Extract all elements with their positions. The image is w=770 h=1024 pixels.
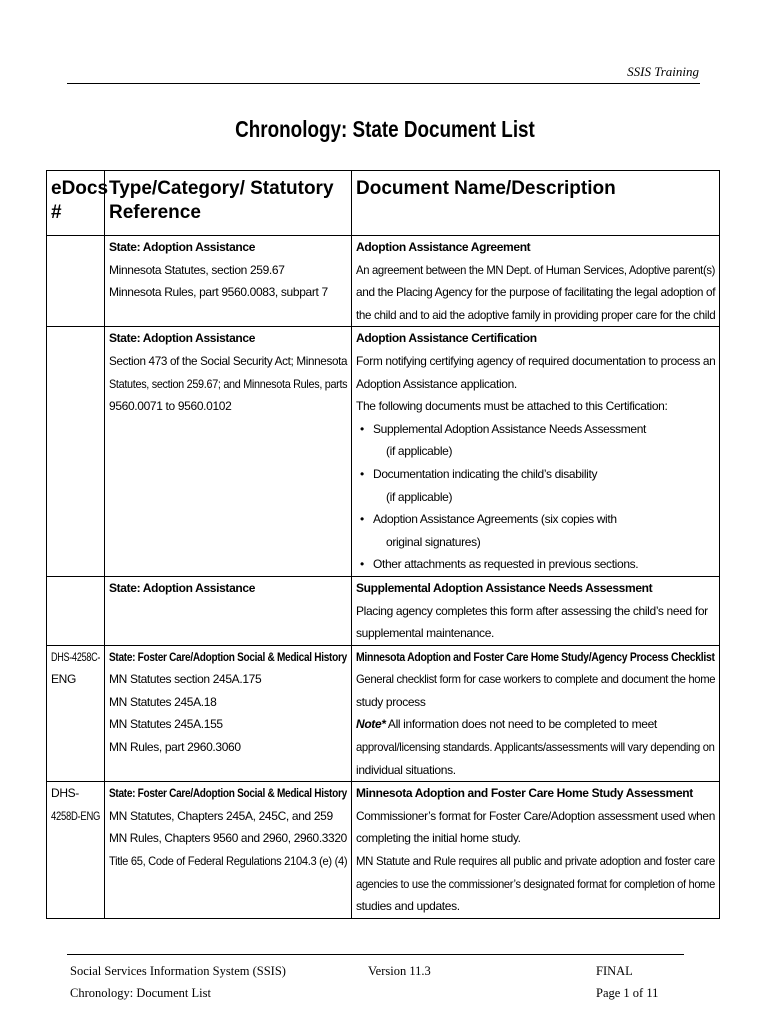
footer-version: Version 11.3	[368, 964, 431, 978]
description-cell	[352, 645, 720, 782]
type-cell	[105, 236, 352, 327]
cell-line: MN Statutes 245A.155	[109, 717, 223, 732]
cell-line: Adoption Assistance Certification	[356, 331, 537, 346]
type-cell	[105, 782, 352, 919]
document-table	[46, 170, 720, 919]
cell-line: completing the initial home study.	[356, 831, 521, 846]
cell-line: Adoption Assistance Agreement	[356, 240, 531, 254]
cell-line: Supplemental Adoption Assistance Needs Assessment	[356, 580, 653, 595]
type-cell	[105, 327, 352, 577]
footer-page: Page 1 of 11	[596, 986, 659, 1000]
bullet-item: • Documentation indicating the child’s disability	[356, 463, 715, 486]
cell-line: State: Adoption Assistance	[109, 331, 256, 346]
table-row	[47, 236, 720, 327]
footer-system: Social Services Information System (SSIS)	[70, 964, 286, 978]
cell-line: MN Statutes, Chapters 245A, 245C, and 259	[109, 808, 333, 823]
type-cell	[105, 645, 352, 782]
edocs-cell	[47, 327, 105, 577]
cell-line: and the Placing Agency for the purpose of facilitating the legal adoption of	[356, 285, 716, 300]
description-cell	[352, 782, 720, 919]
cell-line: MN Rules, part 2960.3060	[109, 740, 241, 755]
cell-line: An agreement between the MN Dept. of Human Services, Adoptive parent(s)	[356, 262, 716, 277]
cell-line: Minnesota Rules, part 9560.0083, subpart 7	[109, 285, 328, 300]
bullet-continuation: (if applicable)	[386, 489, 453, 504]
cell-line: 9560.0071 to 9560.0102	[109, 399, 232, 414]
cell-line: individual situations.	[356, 762, 456, 777]
edocs-cell	[47, 645, 105, 782]
cell-line: The following documents must be attached to this Certification:	[356, 399, 668, 414]
footer-right	[596, 960, 658, 1004]
description-cell	[352, 236, 720, 327]
footer-rule	[67, 954, 684, 955]
column-header-edocs: eDocs #	[47, 171, 105, 236]
cell-line: supplemental maintenance.	[356, 626, 495, 641]
bullet-continuation: (if applicable)	[386, 444, 453, 459]
column-header-type: Type/Category/ Statutory Reference	[105, 171, 352, 236]
edocs-cell	[47, 236, 105, 327]
cell-line: Minnesota Statutes, section 259.67	[109, 262, 285, 277]
bullet-item: • Adoption Assistance Agreements (six copies with	[356, 508, 715, 531]
cell-line: Adoption Assistance application.	[356, 376, 517, 391]
cell-line: study process	[356, 694, 426, 709]
cell-line: Section 473 of the Social Security Act; Minnesota	[109, 353, 348, 368]
cell-line: State: Adoption Assistance	[109, 240, 256, 254]
edocs-cell	[47, 782, 105, 919]
table-header-row	[47, 171, 720, 236]
note-text: All information does not need to be completed to meet	[385, 717, 657, 732]
cell-line: Statutes, section 259.67; and Minnesota Rules, parts	[109, 376, 348, 391]
type-cell	[105, 576, 352, 645]
bullet-continuation: original signatures)	[386, 534, 481, 549]
cell-line: State: Adoption Assistance	[109, 580, 256, 595]
column-header-description: Document Name/Description	[352, 171, 720, 236]
table-row	[47, 576, 720, 645]
cell-line: MN Statute and Rule requires all public and private adoption and foster care	[356, 854, 715, 869]
cell-line: studies and updates.	[356, 899, 460, 914]
cell-line: General checklist form for case workers to complete and document the home	[356, 672, 716, 687]
edocs-cell	[47, 576, 105, 645]
cell-line: the child and to aid the adoptive family in providing proper care for the child	[356, 307, 716, 322]
table-row	[47, 645, 720, 782]
table-row	[47, 782, 720, 919]
cell-line: 4258D-ENG	[51, 808, 101, 823]
cell-line: MN Rules, Chapters 9560 and 2960, 2960.3320	[109, 831, 347, 846]
cell-line: Title 65, Code of Federal Regulations 2104.3 (e) (4)	[109, 854, 348, 869]
cell-line: agencies to use the commissioner’s designated format for completion of home	[356, 876, 715, 891]
cell-line: Minnesota Adoption and Foster Care Home Study/Agency Process Checklist	[356, 649, 715, 664]
description-cell	[352, 327, 720, 577]
cell-line: MN Statutes section 245A.175	[109, 672, 262, 687]
cell-line: approval/licensing standards. Applicants/assessments will vary depending on	[356, 740, 715, 755]
cell-line	[356, 713, 715, 736]
header-training-label: SSIS Training	[627, 64, 699, 79]
cell-line: Placing agency completes this form after assessing the child’s need for	[356, 603, 708, 618]
footer-status: FINAL	[596, 964, 633, 978]
description-cell	[352, 576, 720, 645]
cell-line: DHS-	[51, 786, 79, 801]
bullet-item: • Supplemental Adoption Assistance Needs Assessment	[356, 418, 715, 441]
note-label: Note*	[356, 717, 386, 732]
footer-doc-name: Chronology: Document List	[70, 986, 211, 1000]
cell-line: State: Foster Care/Adoption Social & Medical History	[109, 649, 347, 664]
cell-line: ENG	[51, 672, 76, 687]
header-rule	[67, 83, 700, 84]
cell-line: Commissioner’s format for Foster Care/Adoption assessment used when	[356, 808, 715, 823]
page-title: Chronology: State Document List	[235, 116, 535, 142]
table-row	[47, 327, 720, 577]
cell-line: Minnesota Adoption and Foster Care Home Study Assessment	[356, 786, 693, 801]
cell-line: State: Foster Care/Adoption Social & Medical History	[109, 786, 347, 801]
bullet-item: • Other attachments as requested in previous sections.	[356, 553, 715, 576]
cell-line: MN Statutes 245A.18	[109, 694, 217, 709]
cell-line: DHS-4258C-	[51, 649, 101, 664]
cell-line: Form notifying certifying agency of required documentation to process an	[356, 353, 716, 368]
footer-left	[70, 960, 286, 1004]
